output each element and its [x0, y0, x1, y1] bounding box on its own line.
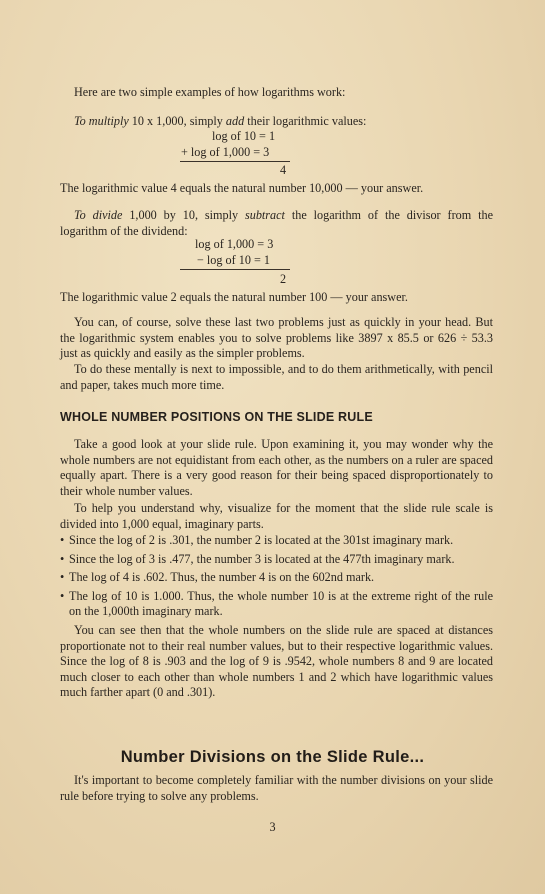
bullet-dot: • — [60, 551, 65, 566]
multiply-sum-rule — [180, 161, 290, 162]
multiply-line1: log of 10 = 1 — [212, 129, 276, 143]
heading-number-divisions: Number Divisions on the Slide Rule... — [120, 748, 425, 766]
divide-result: 2 — [280, 272, 287, 286]
multiply-result: 4 — [280, 163, 287, 177]
paragraph-of-course: You can, of course, solve these last two problems just as quickly in your head. But the logarithmic system enables you to solve problems like 3897 x 85.5 or 626 ÷ 53.3 just as quickly and easily as the simpler problems. — [60, 315, 493, 360]
log-bullet-list — [60, 533, 493, 623]
bullet-dot: • — [60, 588, 65, 603]
list-item — [60, 533, 493, 549]
bullet-text: Since the log of 2 is .301, the number 2 is located at the 301st imaginary mark. — [69, 533, 454, 547]
page-number: 3 — [269, 820, 276, 834]
paragraph-mentally: To do these mentally is next to impossible, and to do them arithmetically, with pencil and paper, takes much more time. — [60, 362, 493, 392]
list-item — [60, 570, 493, 586]
multiply-conclusion: The logarithmic value 4 equals the natural number 10,000 — your answer. — [60, 181, 424, 195]
bullet-text: Since the log of 3 is .477, the number 3 is located at the 477th imaginary mark. — [69, 551, 455, 566]
divide-lead-a: 1,000 by 10, simply — [122, 208, 245, 222]
divide-lead — [60, 208, 493, 239]
multiply-lead-add: add — [225, 114, 245, 128]
divide-line2: − log of 10 = 1 — [197, 253, 270, 267]
list-item — [60, 552, 493, 568]
multiply-lead-b: their logarithmic values: — [244, 114, 367, 128]
divide-lead-italic: To divide — [74, 208, 123, 222]
divide-lead-subtract: subtract — [244, 208, 285, 222]
divide-lead-b: the logarithm of the divisor from the logarithm of the dividend: — [60, 208, 494, 238]
multiply-lead — [60, 114, 493, 130]
divide-diff-rule — [180, 269, 290, 270]
bullet-dot: • — [60, 533, 65, 547]
multiply-lead-a: 10 x 1,000, simply — [128, 114, 226, 128]
multiply-lead-italic: To multiply — [74, 114, 129, 128]
paragraph-help: To help you understand why, visualize for the moment that the slide rule scale is divided into 1,000 equal, imaginary parts. — [60, 501, 493, 531]
divide-line1: log of 1,000 = 3 — [195, 237, 274, 251]
bullet-text: The log of 4 is .602. Thus, the number 4 is on the 602nd mark. — [69, 570, 375, 584]
heading-whole-number-positions: WHOLE NUMBER POSITIONS ON THE SLIDE RULE — [60, 410, 373, 424]
intro-text: Here are two simple examples of how logarithms work: — [74, 85, 346, 99]
paragraph-see: You can see then that the whole numbers on the slide rule are spaced at distances proportionate not to their real number values, but to their respective logarithmic values. Since the log of 8 is .903 and the log of 9 is .9542, whole numbers 8 and 9 are located much closer to each other than whole numbers 1 and 2 which have logarithmic values much farther apart (0 and .301). — [60, 623, 493, 699]
bullet-dot: • — [60, 570, 65, 584]
list-item — [60, 589, 493, 620]
paragraph-familiar: It's important to become completely familiar with the number divisions on your slide rule before trying to solve any problems. — [60, 773, 493, 803]
paragraph-look: Take a good look at your slide rule. Upon examining it, you may wonder why the whole numbers are not equidistant from each other, as the numbers on a ruler are spaced equally apart. There is a very good reason for their being spaced disproportionately to their whole number values. — [60, 437, 493, 498]
multiply-line2: + log of 1,000 = 3 — [181, 145, 270, 159]
bullet-text: The log of 10 is 1.000. Thus, the whole number 10 is at the extreme right of the rule on the 1,000th imaginary mark. — [69, 588, 493, 618]
divide-conclusion: The logarithmic value 2 equals the natural number 100 — your answer. — [60, 290, 408, 304]
